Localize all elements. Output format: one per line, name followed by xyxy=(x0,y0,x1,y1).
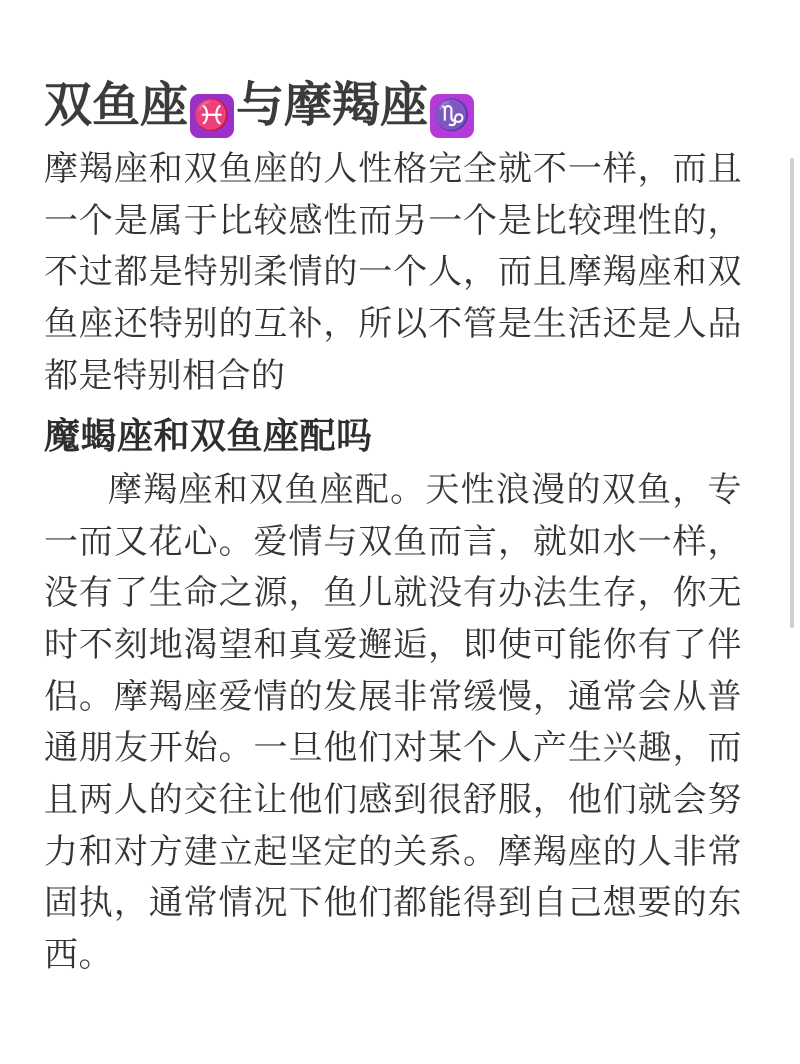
page-title-part-2: 与摩羯座 xyxy=(236,79,429,132)
body-paragraph: 摩羯座和双鱼座配。天性浪漫的双鱼，专一而又花心。爱情与双鱼而言，就如水一样，没有了生命之源，鱼儿就没有办法生存，你无时不刻地渴望和真爱邂逅，即使可能你有了伴侣。摩羯座爱情的发展非常缓慢，通常会从普通朋友开始。一旦他们对某个人产生兴趣，而且两人的交往让他们感到很舒服，他们就会努力和对方建立起坚定的关系。摩羯座的人非常固执，通常情况下他们都能得到自己想要的东西。 xyxy=(44,470,742,974)
page-title xyxy=(44,78,742,138)
page-title-part-1: 双鱼座 xyxy=(44,79,189,132)
section-subheading: 魔蝎座和双鱼座配吗 xyxy=(44,415,373,457)
pisces-symbol-icon: ♓ xyxy=(190,94,234,138)
vertical-scrollbar[interactable] xyxy=(790,158,794,628)
capricorn-symbol-icon: ♑ xyxy=(430,94,474,138)
intro-paragraph: 摩羯座和双鱼座的人性格完全就不一样，而且一个是属于比较感性而另一个是比较理性的，不过都是特别柔情的一个人，而且摩羯座和双鱼座还特别的互补，所以不管是生活还是人品都是特别相合的 xyxy=(44,150,742,395)
